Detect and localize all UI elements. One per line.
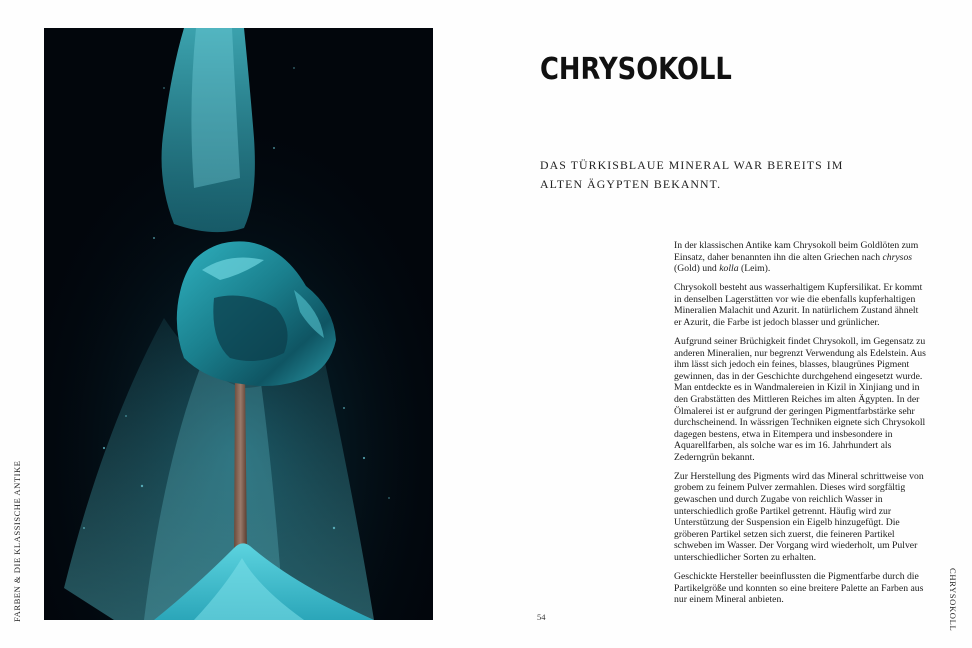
page-number: 54 [537, 612, 546, 622]
term-chrysos: chrysos [882, 251, 913, 263]
paragraph-4: Zur Herstellung des Pigments wird das Mineral schrittweise von grobem zu feinem Pulver zermahlen. Dieses wird sorgfältig gewaschen und durch Zugabe von reichlich Wasser in unterschiedlich große Partikel getrennt. Häufig wird zur Unterstützung der Suspension ein Eigelb hinzugefügt. Die gröberen Partikel setzen sich zuerst, die feineren Partikel schweben im Wasser. Der Vorgang wird wiederholt, um Pulver unterschiedlicher Sorten zu erhalten. [674, 470, 924, 564]
paragraph-5: Geschickte Hersteller beeinflussten die Pigmentfarbe durch die Partikelgröße und konnten so eine breitere Palette an Farben aus nur einem Mineral anbieten. [674, 571, 924, 606]
paragraph-2: Chrysokoll besteht aus wasserhaltigem Kupfersilikat. Er kommt in denselben Lagerstätten vor wie die ebenfalls kupferhaltigen Mineralien Malachit und Azurit. In natürlichem Zustand ähnelt er Azurit, die Farbe ist jedoch blasser und grünlicher. [674, 282, 923, 328]
chrysocolla-photo [44, 28, 433, 620]
paragraph-1-part-a: In der klassischen Antike kam Chrysokoll beim Goldlöten zum Einsatz, daher benannten ihn die alten Griechen nach [674, 240, 919, 263]
running-head-left: FARBEN & DIE KLASSISCHE ANTIKE [12, 460, 22, 622]
body-text [674, 240, 926, 613]
page-subtitle: DAS TÜRKISBLAUE MINERAL WAR BEREITS IM ALTEN ÄGYPTEN BEKANNT. [540, 158, 844, 191]
paragraph-1-part-c: (Leim). [738, 263, 771, 275]
term-kolla: kolla [719, 263, 739, 275]
paragraph-1-part-b: (Gold) und [674, 263, 720, 275]
running-head-right: CHRYSOKOLL [948, 568, 958, 632]
paragraph-1 [674, 240, 926, 275]
paragraph-3: Aufgrund seiner Brüchigkeit findet Chrysokoll, im Gegensatz zu anderen Mineralien, nur begrenzt Verwendung als Edelstein. Aus ihm lässt sich jedoch ein feines, blasses, blaugrünes Pigment gewinnen, das in der Geschichte durchgehend eingesetzt wurde. Man entdeckte es in Wandmalereien in Kizil in Xinjiang und in den Grabstätten des Mittleren Reiches im alten Ägypten. In der Ölmalerei ist er aufgrund der geringen Pigmentfarbstärke sehr durchscheinend. In wässrigen Techniken eignete sich Chrysokoll dagegen bestens, etwa in Eitempera und insbesondere in Aquarellfarben, als solche war es im 16. Jahrhundert als Zederngrün bekannt. [674, 335, 926, 463]
photo-illustration [44, 28, 433, 620]
page-title: CHRYSOKOLL [540, 52, 732, 87]
